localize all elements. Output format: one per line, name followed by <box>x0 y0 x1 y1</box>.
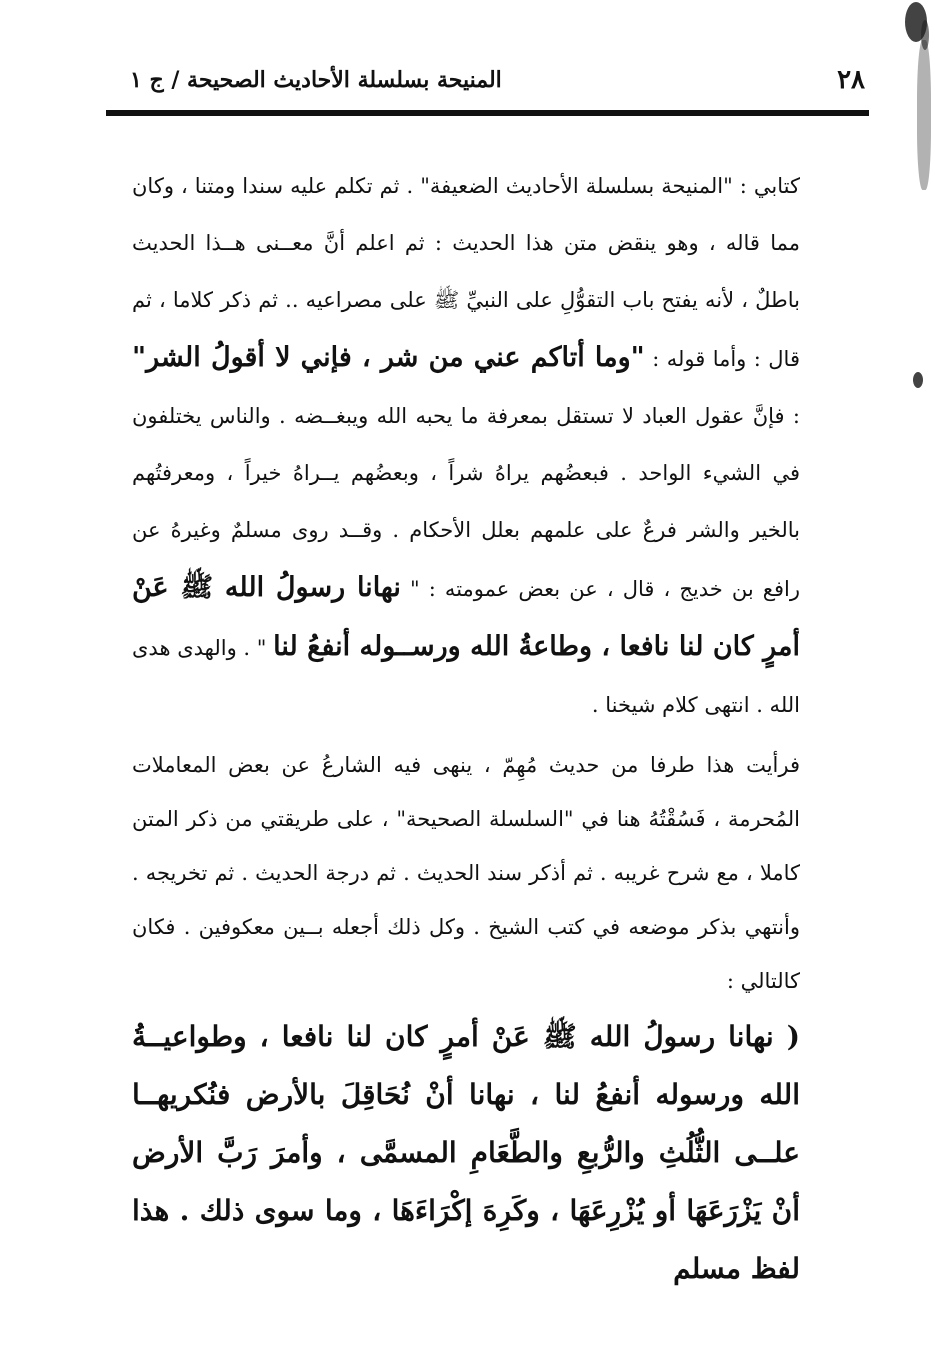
scan-artifact <box>917 40 931 190</box>
paragraph1-part2: : فإنَّ عقول العباد لا تستقل بمعرفة ما يحبه الله ويبغــضه . والناس يختلفون في الشيء الواحد . فبعضُهم يراهُ شراً ، وبعضُهم يــراهُ خيراً ، ومعرفتُهم بالخير والشر فرعٌ على علمهم بعلل الأحكام . وقــد روى مسلمٌ وغيرهُ عن رافع بن خديج ، قال ، عن بعض عمومته : " <box>132 404 800 601</box>
paragraph1-part3: " . والهدى هدى الله . انتهى كلام شيخنا . <box>132 636 800 717</box>
scan-artifact <box>913 372 923 388</box>
header-rule <box>106 110 869 116</box>
hadith-quote-2: نهانا رسولُ الله ﷺ عَنْ أمرٍ كان لنا نافعا ، وطاعةُ الله ورســوله أنفعُ لنا <box>132 572 800 662</box>
paragraph-method: فرأيت هذا طرفا من حديث مُهِمّ ، ينهى فيه الشارعُ عن بعض المعاملات المُحرمة ، فَسُقْتُهُ هنا في "السلسلة الصحيحة" ، على طريقتي من ذكر المتن كاملا ، مع شرح غريبه . ثم أذكر سند الحديث . ثم درجة الحديث . ثم تخريجه . وأنتهي بذكر موضعه في كتب الشيخ . وكل ذلك أجعله بــين معكوفين . فكان كالتالي : <box>132 753 800 993</box>
paragraph1-part1: كتابي : "المنيحة بسلسلة الأحاديث الضعيفة" . ثم تكلم عليه سندا ومتنا ، وكان مما قاله ، وهو ينقض متن هذا الحديث : ثم اعلم أنَّ معــنى هــذا الحديث باطلٌ ، لأنه يفتح باب التقوُّلِ على النبيِّ ﷺ على مصراعيه .. ثم ذكر كلاما ، ثم قال : وأما قوله : <box>132 174 800 371</box>
hadith-quote-1: "وما أتاكم عني من شر ، فإني لا أقولُ الشر" <box>132 342 645 373</box>
hadith-text: ( نهانا رسولُ الله ﷺ عَنْ أمرٍ كان لنا نافعا ، وطواعيــةُ الله ورسوله أنفعُ لنا ، نهانا أنْ نُحَاقِلَ بالأرض فنُكريهــا علــى الثُّلُثِ والرُّبعِ والطَّعَامِ المسمَّى ، وأمرَ رَبَّ الأرض أنْ يَزْرَعَهَا أو يُزْرِعَهَا ، وكَرِهَ إكْرَاءَهَا ، وما سوى ذلك . هذا لفظ مسلم <box>132 1020 800 1285</box>
scan-artifact <box>921 20 929 50</box>
page-header <box>130 60 865 100</box>
page-number: ٢٨ <box>837 65 865 95</box>
paragraph-quoted-commentary <box>132 158 800 734</box>
running-title: المنيحة بسلسلة الأحاديث الصحيحة / ج ١ <box>130 67 502 93</box>
